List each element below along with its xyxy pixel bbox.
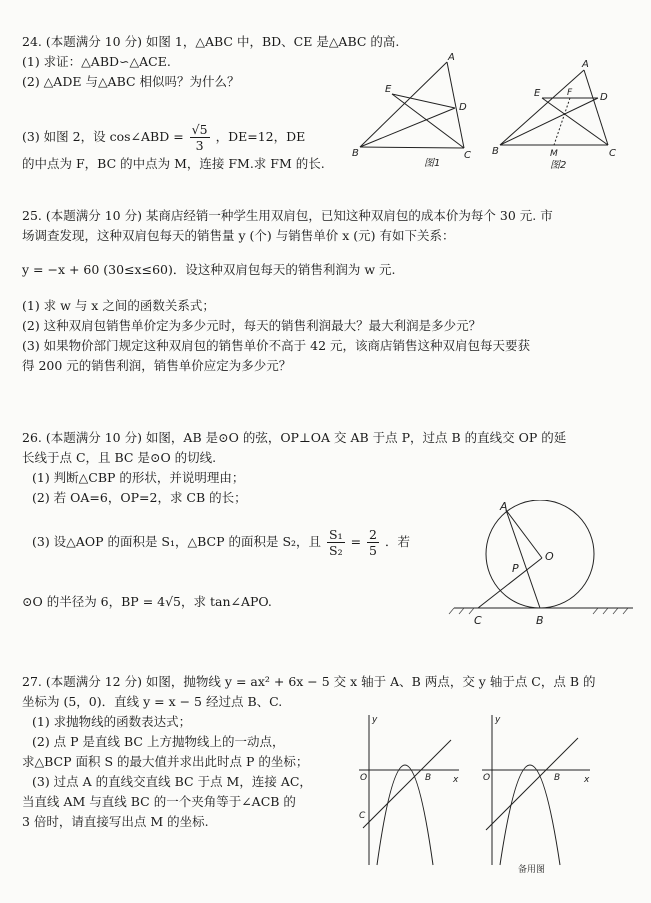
q24-fig2-label-d: D [600,92,608,103]
q25-equation [22,260,396,280]
q26-ratio-value-denominator: 5 [369,543,377,558]
q24-fig2-label-m: M [550,149,558,159]
q24-fig1-caption: 图1 [424,158,441,169]
q27-figure-backup [478,710,598,875]
q25-equation-text: y = −x + 60 (30≤x≤60)．设这种双肩包每天的销售利润为 w 元. [22,262,396,277]
q27-stem-2: 坐标为 (5，0)．直线 y = x − 5 经过点 B、C. [22,694,283,709]
question-25 [22,206,553,246]
q26-part3-cont-block [22,592,272,612]
q27-backup-caption: 备用图 [518,865,546,875]
q24-fig1-label-e: E [385,84,392,95]
q27-figure-main [355,710,465,870]
q27-backup-label-y: y [495,715,501,725]
q25-stem-1: 25. (本题满分 10 分) 某商店经销一种学生用双肩包，已知这种双肩包的成本价为每个 30 元. 市 [22,208,553,223]
q27-stem-1: 27. (本题满分 12 分) 如图，抛物线 y = ax² + 6x − 5 交 x 轴于 A、B 两点，交 y 轴于点 C，点 B 的 [22,674,596,689]
q26-ratio-value-numerator: 2 [369,527,377,542]
question-24 [22,32,399,92]
q25-part2: (2) 这种双肩包销售单价定为多少元时，每天的销售利润最大？最大利润是多少元？ [22,318,482,333]
q24-fig1-label-a: A [448,52,455,63]
q26-ratio-value [367,527,379,558]
q24-fig2-label-b: B [492,146,499,157]
q26-fig-label-p: P [512,562,519,575]
q25-stem-2: 场调查发现，这种双肩包每天的销售量 y (个) 与销售单价 x (元) 有如下关系： [22,228,455,243]
q26-figure [448,500,638,630]
q24-fig1-label-b: B [352,148,359,159]
q26-part3-suffix: ．若 [384,534,410,549]
q25-part3-cont: 得 200 元的销售利润，销售单价应定为多少元？ [22,358,292,373]
q26-stem-1: 26. (本题满分 10 分) 如图，AB 是⊙O 的弦，OP⊥OA 交 AB 于点 P，过点 B 的直线交 OP 的延 [22,430,567,445]
q24-part3-prefix: (3) 如图 2，设 cos∠ABD = [22,129,184,144]
q24-fig2-label-e: E [534,88,541,99]
q24-part3-suffix: ，DE=12，DE [215,129,306,144]
q25-part1: (1) 求 w 与 x 之间的函数关系式； [22,298,215,313]
q24-fig2-label-a: A [582,59,589,70]
q26-part3-cont: ⊙O 的半径为 6，BP = 4√5，求 tan∠APO. [22,594,272,609]
q27-main-label-c: C [359,811,366,821]
q27-main-label-b: B [425,773,432,783]
q24-part3 [22,120,325,174]
q27-main-label-y: y [372,715,378,725]
q27-part2-cont: 求△BCP 面积 S 的最大值并求出此时点 P 的坐标； [22,754,309,769]
q25-part3: (3) 如果物价部门规定这种双肩包的销售单价不高于 42 元，该商店销售这种双肩包每天要获 [22,338,531,353]
q24-fig1-label-c: C [464,150,471,161]
q25-parts [22,296,530,376]
q26-part3-prefix: (3) 设△AOP 的面积是 S₁，△BCP 的面积是 S₂，且 [32,534,322,549]
q26-fig-label-b: B [536,614,544,627]
q26-fig-label-c: C [474,614,482,627]
q27-backup-label-b: B [554,773,561,783]
q26-ratio-equals: = [350,534,362,549]
q24-fig2-caption: 图2 [550,160,567,171]
q26-area-ratio [327,527,345,558]
question-26 [22,428,566,508]
q26-stem-2: 长线于点 C，且 BC 是⊙O 的切线. [22,450,217,465]
q24-figure-1 [352,52,492,172]
q26-fig-label-o: O [545,550,554,563]
q24-figure-2 [492,52,632,172]
q24-cos-denominator: 3 [195,138,204,153]
q24-part2: (2) △ADE 与△ABC 相似吗？为什么？ [22,74,240,89]
q24-cos-fraction [190,122,210,153]
q24-part3-cont: 的中点为 F，BC 的中点为 M，连接 FM.求 FM 的长. [22,156,325,171]
q24-cos-numerator: √5 [191,122,208,137]
q27-part1: (1) 求抛物线的函数表达式； [32,714,192,729]
q26-fig-label-a: A [500,500,508,513]
q26-part1: (1) 判断△CBP 的形状，并说明理由； [32,470,245,485]
q27-part2: (2) 点 P 是直线 BC 上方抛物线上的一动点， [32,734,285,749]
q26-ratio-numerator: S₁ [329,527,343,542]
q27-part3-cont2: 3 倍时，请直接写出点 M 的坐标. [22,814,209,829]
q27-backup-label-x: x [584,775,590,785]
q24-part1: (1) 求证：△ABD∽△ACE. [22,54,171,69]
q27-main-label-x: x [453,775,459,785]
q24-fig2-label-f: F [567,88,573,98]
q27-backup-label-o: O [483,773,491,783]
q26-ratio-denominator: S₂ [329,543,343,558]
q27-part3: (3) 过点 A 的直线交直线 BC 于点 M，连接 AC， [32,774,312,789]
q27-main-label-o: O [360,773,368,783]
q27-part3-cont: 当直线 AM 与直线 BC 的一个夹角等于∠ACB 的 [22,794,296,809]
q24-stem: 24. (本题满分 10 分) 如图 1，△ABC 中，BD、CE 是△ABC 的高. [22,34,400,49]
q26-part3 [22,524,410,560]
q24-fig1-label-d: D [459,102,467,113]
q26-part2: (2) 若 OA=6，OP=2，求 CB 的长； [32,490,247,505]
q24-fig2-label-c: C [609,148,616,159]
